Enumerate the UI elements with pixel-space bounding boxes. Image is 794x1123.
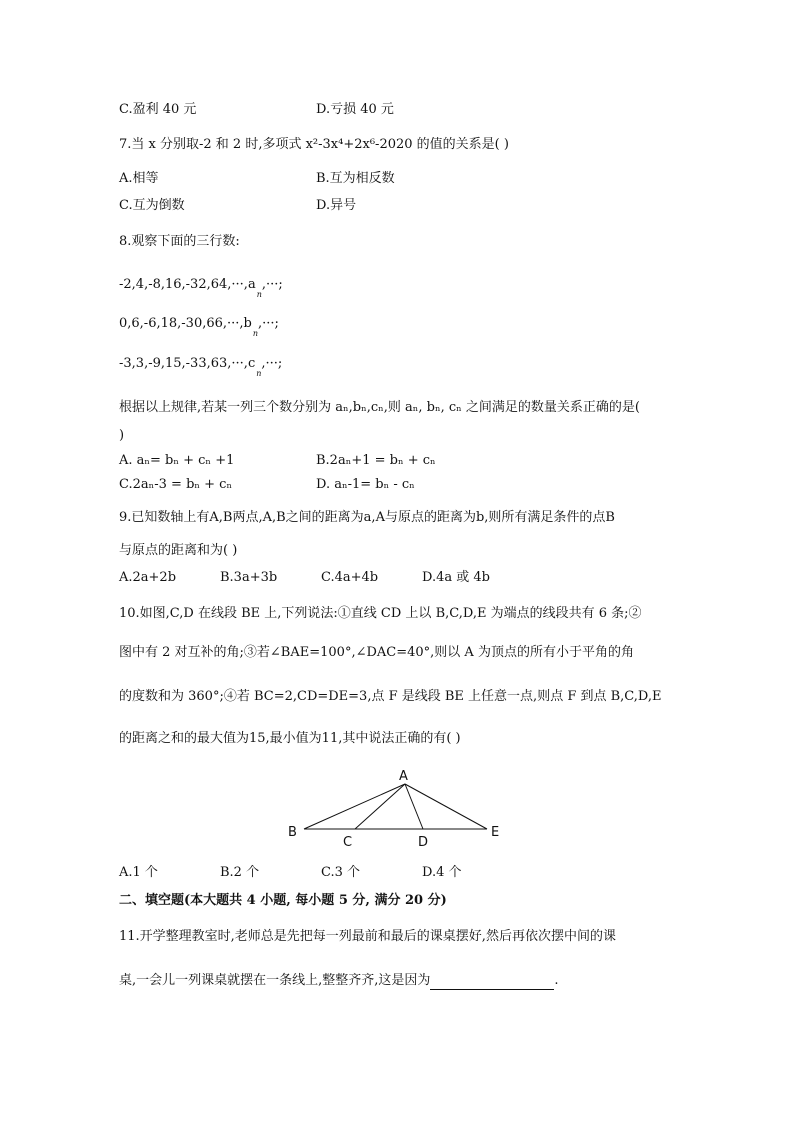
q8-row-3-subscript: n [256, 369, 262, 378]
q8-row-2-end: ,···; [258, 316, 279, 331]
label-e: E [491, 825, 500, 840]
q8-rule-line-1: 根据以上规律,若某一列三个数分别为 aₙ,bₙ,cₙ,则 aₙ, bₙ, cₙ 之间满足的数量关系正确的是( [119, 400, 640, 415]
label-d: D [418, 835, 429, 850]
q8-row-2-values: 0,6,-6,18,-30,66,···,b [119, 316, 252, 331]
section-2-heading: 二、填空题(本大题共 4 小题, 每小题 5 分, 满分 20 分) [119, 893, 447, 908]
q8-row-1-subscript: n [256, 290, 262, 299]
q7-stem: 7.当 x 分别取-2 和 2 时,多项式 x²-3x⁴+2x⁶-2020 的值的关系是( ) [119, 137, 509, 152]
q10-line-2: 图中有 2 对互补的角;③若∠BAE=100°,∠DAC=40°,则以 A 为顶点的所有小于平角的角 [119, 645, 634, 660]
q9-line-2: 与原点的距离和为( ) [119, 543, 238, 558]
q8-row-1-values: -2,4,-8,16,-32,64,···,a [119, 277, 256, 292]
q11-answer-blank[interactable] [430, 975, 554, 990]
q8-row-3 [119, 355, 283, 378]
q8-option-b: B.2aₙ+1 = bₙ + cₙ [316, 453, 436, 468]
q11-line-2-end: . [554, 973, 559, 988]
q8-option-d: D. aₙ-1= bₙ - cₙ [316, 477, 415, 492]
q8-rule-line-2: ) [119, 428, 125, 443]
q10-line-1: 10.如图,C,D 在线段 BE 上,下列说法:①直线 CD 上以 B,C,D,E 为端点的线段共有 6 条;② [119, 606, 642, 621]
q7-option-a: A.相等 [119, 171, 159, 186]
q7-option-c: C.互为倒数 [119, 198, 185, 213]
segment-ad [405, 784, 423, 829]
label-a: A [399, 769, 408, 784]
q9-option-a: A.2a+2b [119, 570, 177, 585]
q8-row-2-subscript: n [252, 329, 259, 338]
q8-option-c: C.2aₙ-3 = bₙ + cₙ [119, 477, 233, 492]
q10-figure [280, 762, 520, 854]
q8-row-3-end: ,···; [261, 356, 283, 371]
segment-ae [405, 784, 487, 829]
q6-option-d: D.亏损 40 元 [316, 102, 394, 117]
q9-option-c: C.4a+4b [321, 570, 379, 585]
q8-row-2 [119, 315, 279, 338]
q10-option-b: B.2 个 [220, 865, 260, 880]
q11-line-2-text: 桌,一会儿一列课桌就摆在一条线上,整整齐齐,这是因为 [119, 973, 431, 988]
q10-option-a: A.1 个 [119, 865, 158, 880]
q8-stem: 8.观察下面的三行数: [119, 234, 240, 249]
q10-line-3: 的度数和为 360°;④若 BC=2,CD=DE=3,点 F 是线段 BE 上任意一点,则点 F 到点 B,C,D,E [119, 689, 662, 704]
segment-ab [304, 784, 405, 829]
q8-row-3-values: -3,3,-9,15,-33,63,···,c [119, 356, 256, 371]
q8-row-1-end: ,···; [261, 277, 283, 292]
q11-line-2 [119, 972, 559, 990]
q10-option-d: D.4 个 [422, 865, 462, 880]
q7-option-d: D.异号 [316, 198, 357, 213]
label-c: C [343, 835, 353, 850]
q6-option-c: C.盈利 40 元 [119, 102, 197, 117]
q10-line-4: 的距离之和的最大值为15,最小值为11,其中说法正确的有( ) [119, 731, 461, 746]
q10-option-c: C.3 个 [321, 865, 361, 880]
q8-option-a: A. aₙ= bₙ + cₙ +1 [119, 453, 235, 468]
segment-ac [355, 784, 405, 829]
q8-row-1 [119, 276, 283, 299]
q9-line-1: 9.已知数轴上有A,B两点,A,B之间的距离为a,A与原点的距离为b,则所有满足条件的点B [119, 510, 615, 525]
label-b: B [288, 825, 297, 840]
q9-option-d: D.4a 或 4b [422, 570, 490, 585]
q7-option-b: B.互为相反数 [316, 171, 395, 186]
q9-option-b: B.3a+3b [220, 570, 278, 585]
q11-line-1: 11.开学整理教室时,老师总是先把每一列最前和最后的课桌摆好,然后再依次摆中间的课 [119, 929, 616, 944]
